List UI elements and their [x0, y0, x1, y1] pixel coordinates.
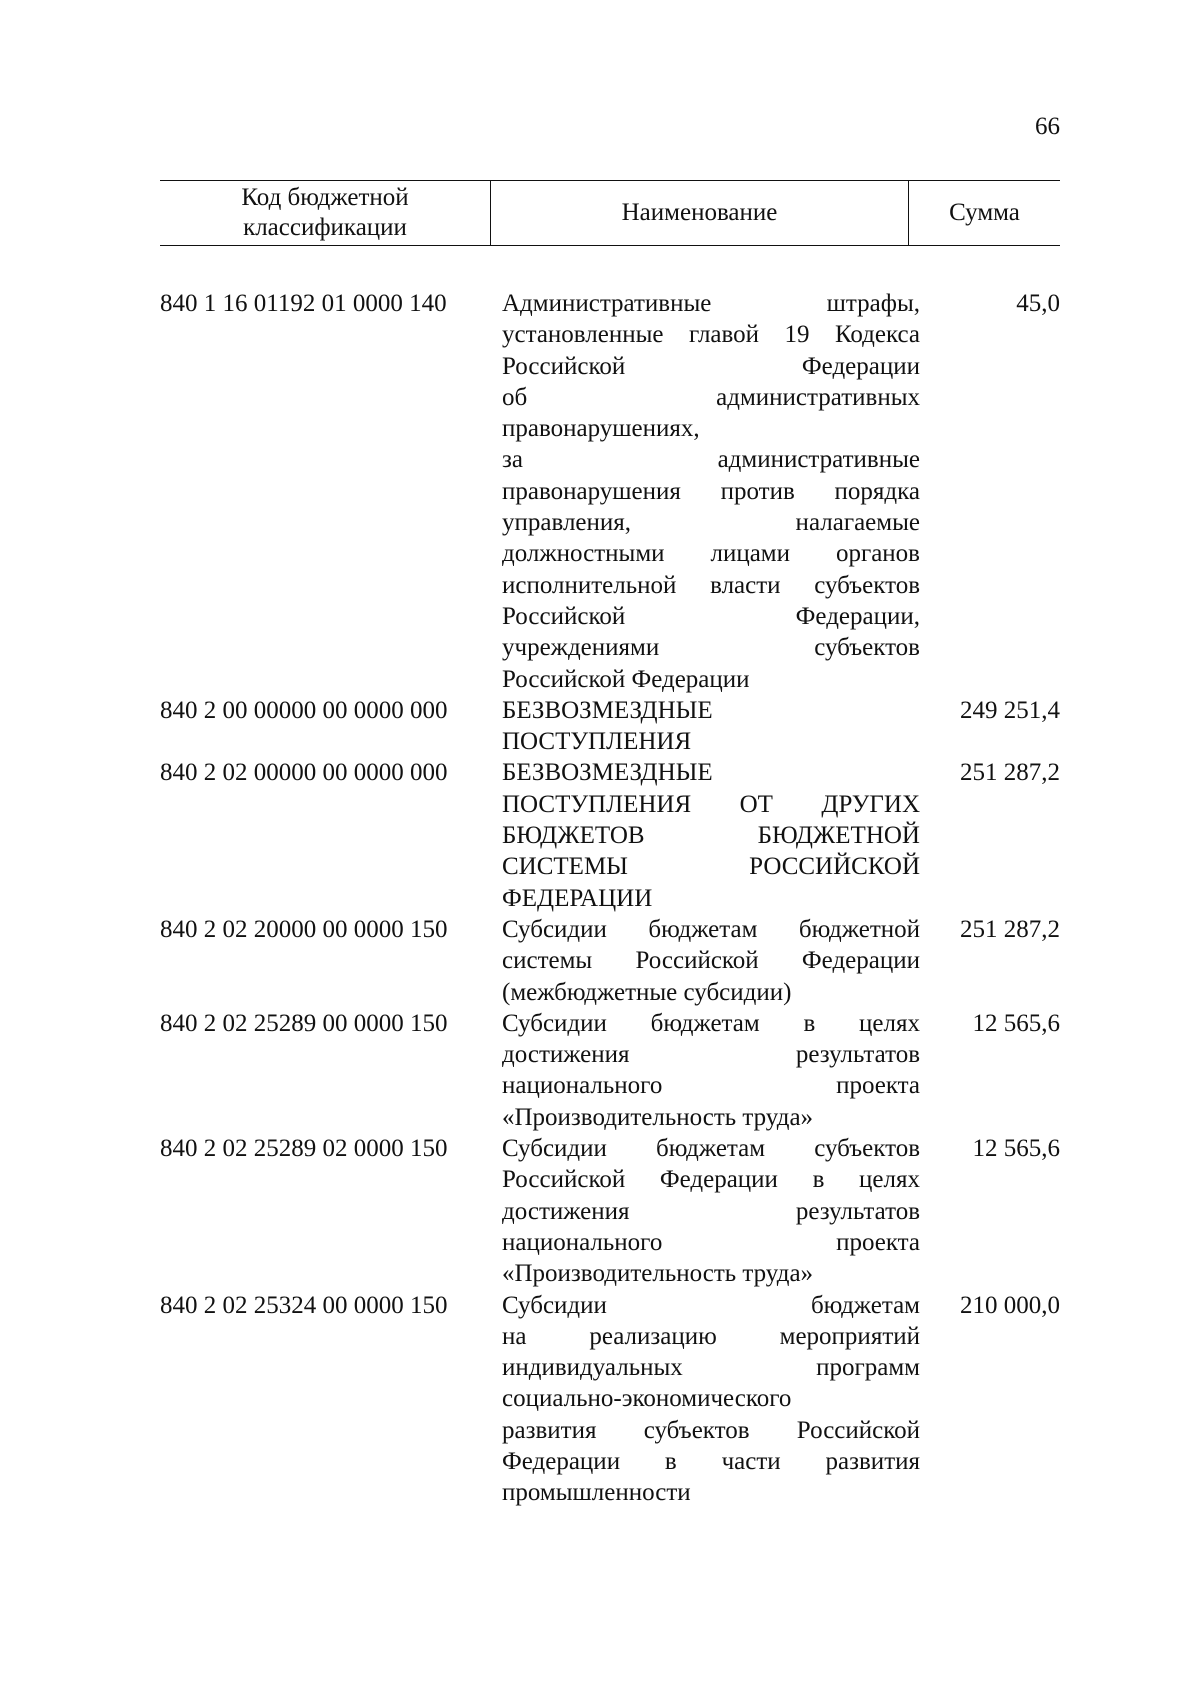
- item-name-line: Российской Федерации: [502, 665, 750, 693]
- item-name-line: Субсидии бюджетам бюджетной: [502, 915, 920, 943]
- table-row: [160, 1290, 1060, 1509]
- budget-code: 840 1 16 01192 01 0000 140: [160, 290, 447, 317]
- page-number: 66: [1035, 113, 1060, 140]
- item-name-line: (межбюджетные субсидии): [502, 978, 792, 1006]
- item-name-line: БЕЗВОЗМЕЗДНЫЕ: [502, 759, 713, 787]
- table-body: [160, 288, 1060, 1509]
- item-name-line: Федерации в части развития: [502, 1447, 920, 1475]
- table-row: [160, 695, 1060, 758]
- item-name-line: правонарушениях,: [502, 415, 700, 443]
- item-name-line: индивидуальных программ: [502, 1354, 920, 1382]
- item-name-line: Российской Федерации: [502, 352, 920, 380]
- item-name-line: развития субъектов Российской: [502, 1416, 920, 1444]
- header-name: Наименование: [490, 181, 908, 245]
- item-name-line: национального проекта: [502, 1072, 920, 1100]
- item-name-line: управления, налагаемые: [502, 509, 920, 537]
- item-name-line: за административные: [502, 446, 920, 474]
- item-name-line: системы Российской Федерации: [502, 947, 920, 975]
- item-name: [502, 757, 920, 913]
- item-name-line: ПОСТУПЛЕНИЯ: [502, 728, 692, 756]
- item-name-line: установленные главой 19 Кодекса: [502, 321, 920, 349]
- item-name-line: социально-экономического: [502, 1385, 792, 1413]
- budget-code: 840 2 02 25324 00 0000 150: [160, 1291, 448, 1319]
- item-name: [502, 914, 920, 1008]
- table-header: [160, 180, 1060, 246]
- table-row: [160, 1008, 1060, 1133]
- item-name-line: Субсидии бюджетам в целях: [502, 1009, 920, 1037]
- item-name-line: правонарушения против порядка: [502, 477, 920, 505]
- item-sum: 12 565,6: [972, 1135, 1060, 1163]
- item-name-line: Субсидии бюджетам субъектов: [502, 1135, 920, 1163]
- item-sum: 251 287,2: [960, 759, 1060, 787]
- header-code: Код бюджетной классификации: [241, 184, 409, 241]
- item-sum: 12 565,6: [972, 1009, 1060, 1037]
- item-name-line: Субсидии бюджетам: [502, 1291, 920, 1319]
- table-row: [160, 1133, 1060, 1289]
- table-row: [160, 757, 1060, 913]
- item-sum: 45,0: [1016, 290, 1060, 317]
- budget-code: 840 2 02 25289 00 0000 150: [160, 1009, 448, 1037]
- item-name-line: промышленности: [502, 1479, 691, 1507]
- item-name-line: Административные штрафы,: [502, 290, 920, 317]
- item-name-line: ФЕДЕРАЦИИ: [502, 884, 653, 912]
- item-name: [502, 288, 920, 695]
- item-name-line: национального проекта: [502, 1228, 920, 1256]
- item-name-line: Российской Федерации в целях: [502, 1166, 920, 1194]
- budget-code: 840 2 02 00000 00 0000 000: [160, 759, 448, 787]
- item-name-line: «Производительность труда»: [502, 1260, 814, 1288]
- table-row: [160, 288, 1060, 695]
- item-name: [502, 1008, 920, 1133]
- item-name-line: СИСТЕМЫ РОССИЙСКОЙ: [502, 853, 920, 881]
- item-name-line: достижения результатов: [502, 1197, 920, 1225]
- item-name: [502, 695, 920, 758]
- item-sum: 249 251,4: [960, 696, 1060, 724]
- item-name-line: должностными лицами органов: [502, 540, 920, 568]
- item-name-line: Российской Федерации,: [502, 602, 920, 630]
- item-name-line: БЮДЖЕТОВ БЮДЖЕТНОЙ: [502, 822, 920, 850]
- header-sum: Сумма: [908, 181, 1060, 245]
- item-sum: 210 000,0: [960, 1291, 1060, 1319]
- table-row: [160, 914, 1060, 1008]
- item-name: [502, 1133, 920, 1289]
- item-name-line: БЕЗВОЗМЕЗДНЫЕ: [502, 696, 713, 724]
- item-sum: 251 287,2: [960, 915, 1060, 943]
- item-name-line: учреждениями субъектов: [502, 634, 920, 662]
- budget-code: 840 2 00 00000 00 0000 000: [160, 696, 448, 724]
- budget-code: 840 2 02 25289 02 0000 150: [160, 1135, 448, 1163]
- item-name-line: на реализацию мероприятий: [502, 1322, 920, 1350]
- item-name-line: достижения результатов: [502, 1041, 920, 1069]
- item-name-line: «Производительность труда»: [502, 1103, 814, 1131]
- item-name-line: исполнительной власти субъектов: [502, 571, 920, 599]
- item-name-line: ПОСТУПЛЕНИЯ ОТ ДРУГИХ: [502, 790, 920, 818]
- item-name: [502, 1290, 920, 1509]
- budget-code: 840 2 02 20000 00 0000 150: [160, 915, 448, 943]
- item-name-line: об административных: [502, 383, 920, 411]
